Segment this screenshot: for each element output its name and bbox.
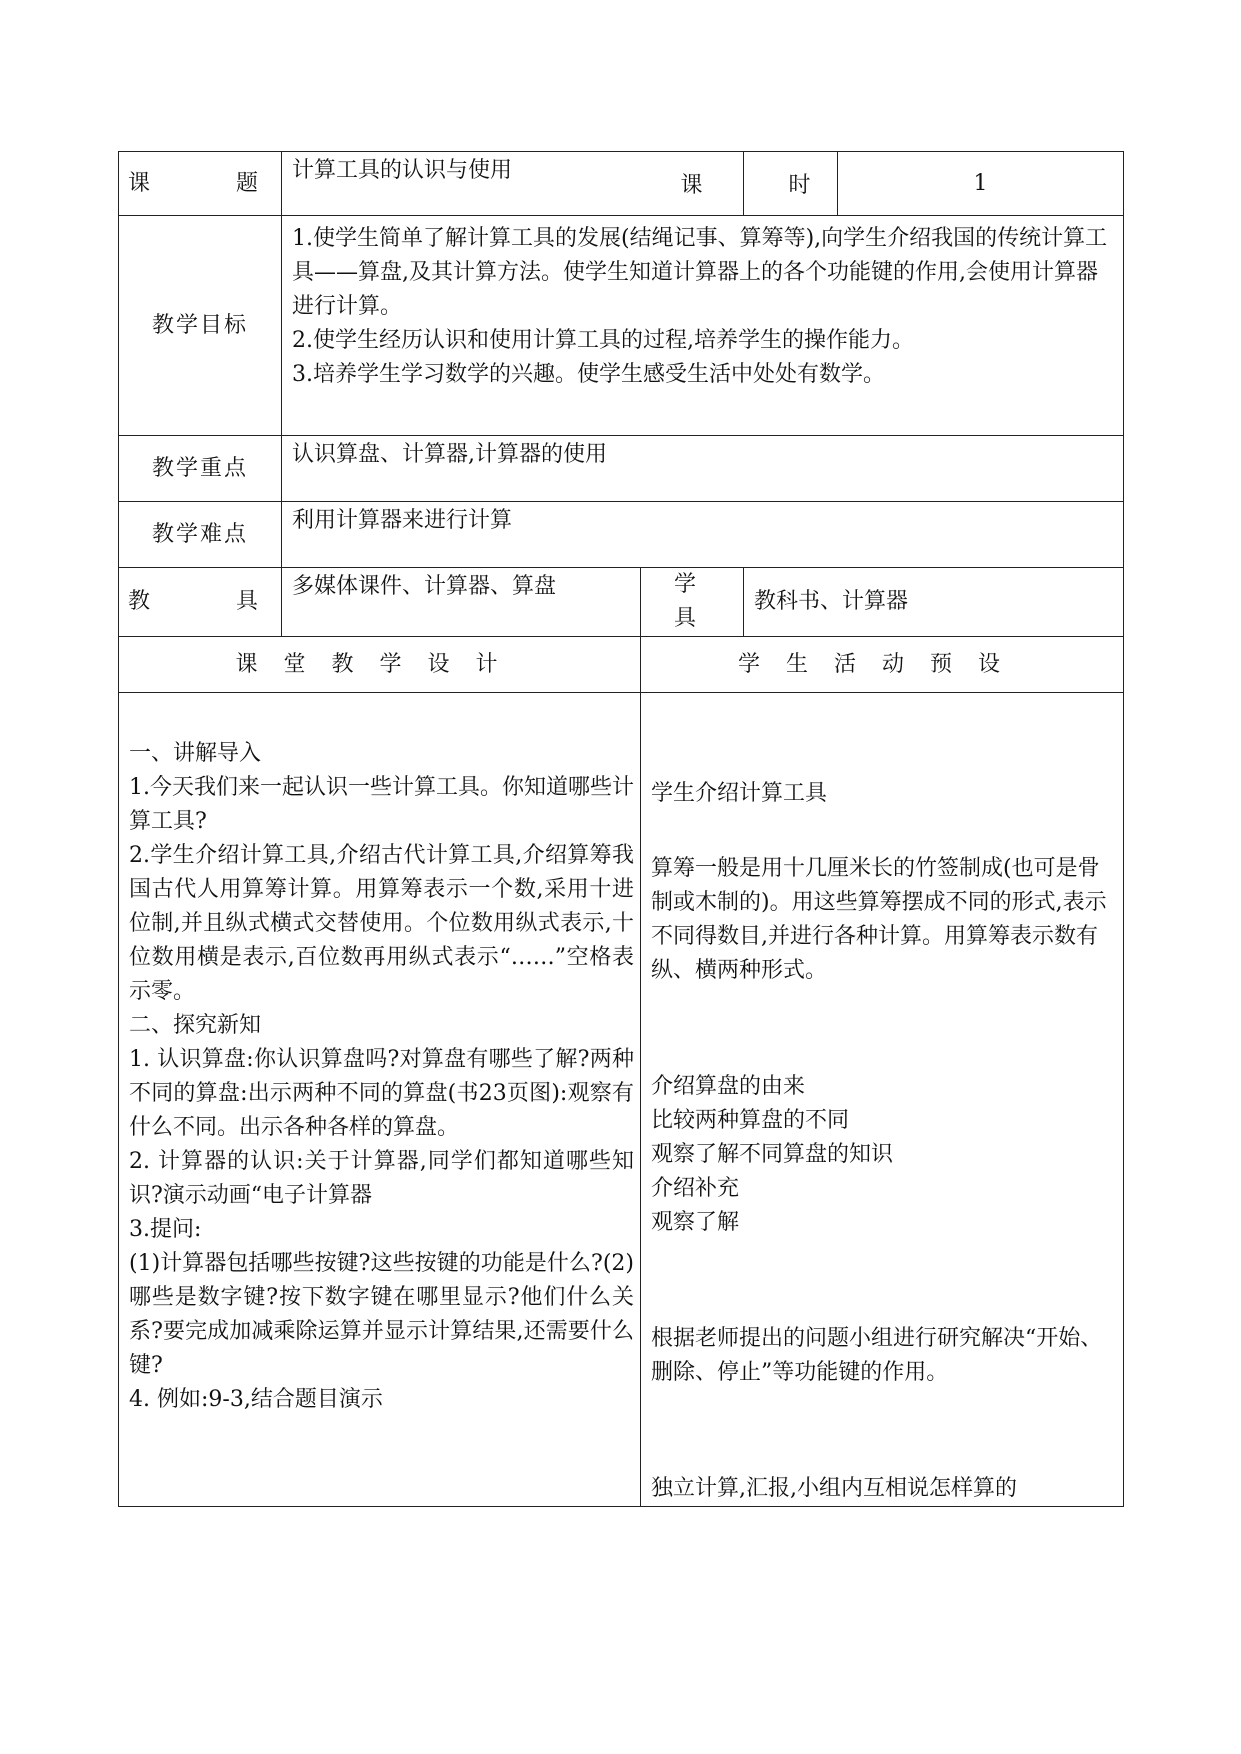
goals-label: 教学目标 bbox=[119, 216, 282, 436]
activity-paragraph: 学生介绍计算工具 bbox=[651, 781, 828, 806]
student-tools-label: 学 具 bbox=[641, 568, 744, 637]
design-heading-row bbox=[119, 637, 1124, 693]
activity-paragraph: 介绍补充 bbox=[651, 1176, 740, 1201]
goal-item: 2.使学生经历认识和使用计算工具的过程,培养学生的操作能力。 bbox=[292, 328, 914, 353]
activity-paragraph: 根据老师提出的问题小组进行研究解决“开始、删除、停止”等功能键的作用。 bbox=[651, 1326, 1103, 1385]
activity-paragraph: 介绍算盘的由来 bbox=[651, 1074, 806, 1099]
topic-value: 计算工具的认识与使用 bbox=[282, 152, 744, 216]
design-paragraph: 2.学生介绍计算工具,介绍古代计算工具,介绍算筹我国古代人用算筹计算。用算筹表示一个数,采用十进位制,并且纵式横式交替使用。个位数用纵式表示,十位数用横是表示,百位数再用纵式表示“……”空格表示零。 bbox=[129, 843, 634, 1004]
student-activity-column bbox=[641, 693, 1124, 1507]
tools-row bbox=[119, 568, 1124, 637]
topic-label: 课 题 bbox=[119, 152, 282, 216]
teaching-design-column bbox=[119, 693, 641, 1507]
teacher-tools-value: 多媒体课件、计算器、算盘 bbox=[282, 568, 641, 637]
design-paragraph: 1. 认识算盘:你认识算盘吗?对算盘有哪些了解?两种不同的算盘:出示两种不同的算盘(书23页图):观察有什么不同。出示各种各样的算盘。 bbox=[129, 1047, 634, 1140]
key-point-row bbox=[119, 436, 1124, 502]
activity-paragraph: 独立计算,汇报,小组内互相说怎样算的 bbox=[651, 1476, 1017, 1501]
lesson-plan-table bbox=[118, 151, 1124, 1507]
difficulty-label: 教学难点 bbox=[119, 502, 282, 568]
topic-row bbox=[119, 152, 1124, 216]
design-paragraph: 1.今天我们来一起认识一些计算工具。你知道哪些计算工具? bbox=[129, 775, 634, 834]
goal-item: 1.使学生简单了解计算工具的发展(结绳记事、算筹等),向学生介绍我国的传统计算工具——算盘,及其计算方法。使学生知道计算器上的各个功能键的作用,会使用计算器进行计算。 bbox=[292, 226, 1108, 319]
difficulty-value: 利用计算器来进行计算 bbox=[282, 502, 1124, 568]
design-body-row bbox=[119, 693, 1124, 1507]
design-paragraph: 4. 例如:9-3,结合题目演示 bbox=[129, 1387, 383, 1412]
hours-value: 1 bbox=[838, 152, 1124, 216]
student-tools-value: 教科书、计算器 bbox=[744, 568, 1124, 637]
hours-label: 课 时 bbox=[680, 172, 825, 198]
design-paragraph: 3.提问: bbox=[129, 1217, 202, 1242]
goals-content bbox=[282, 216, 1124, 436]
design-right-heading: 学生活动预设 bbox=[641, 637, 1124, 693]
activity-paragraph: 比较两种算盘的不同 bbox=[651, 1108, 850, 1133]
teacher-tools-label: 教 具 bbox=[119, 568, 282, 637]
key-point-label: 教学重点 bbox=[119, 436, 282, 502]
design-left-heading: 课堂教学设计 bbox=[119, 637, 641, 693]
design-paragraph: (1)计算器包括哪些按键?这些按键的功能是什么?(2)哪些是数字键?按下数字键在哪里显示?他们什么关系?要完成加减乘除运算并显示计算结果,还需要什么键? bbox=[129, 1251, 634, 1378]
design-paragraph: 一、讲解导入 bbox=[129, 741, 262, 766]
goals-row bbox=[119, 216, 1124, 436]
key-point-value: 认识算盘、计算器,计算器的使用 bbox=[282, 436, 1124, 502]
design-paragraph: 2. 计算器的认识:关于计算器,同学们都知道哪些知识?演示动画“电子计算器 bbox=[129, 1149, 634, 1208]
difficulty-row bbox=[119, 502, 1124, 568]
activity-paragraph: 算筹一般是用十几厘米长的竹签制成(也可是骨制或木制的)。用这些算筹摆成不同的形式,表示不同得数目,并进行各种计算。用算筹表示数有纵、横两种形式。 bbox=[651, 856, 1107, 983]
activity-paragraph: 观察了解不同算盘的知识 bbox=[651, 1142, 894, 1167]
goal-item: 3.培养学生学习数学的兴趣。使学生感受生活中处处有数学。 bbox=[292, 362, 885, 387]
design-paragraph: 二、探究新知 bbox=[129, 1013, 262, 1038]
activity-paragraph: 观察了解 bbox=[651, 1210, 740, 1235]
